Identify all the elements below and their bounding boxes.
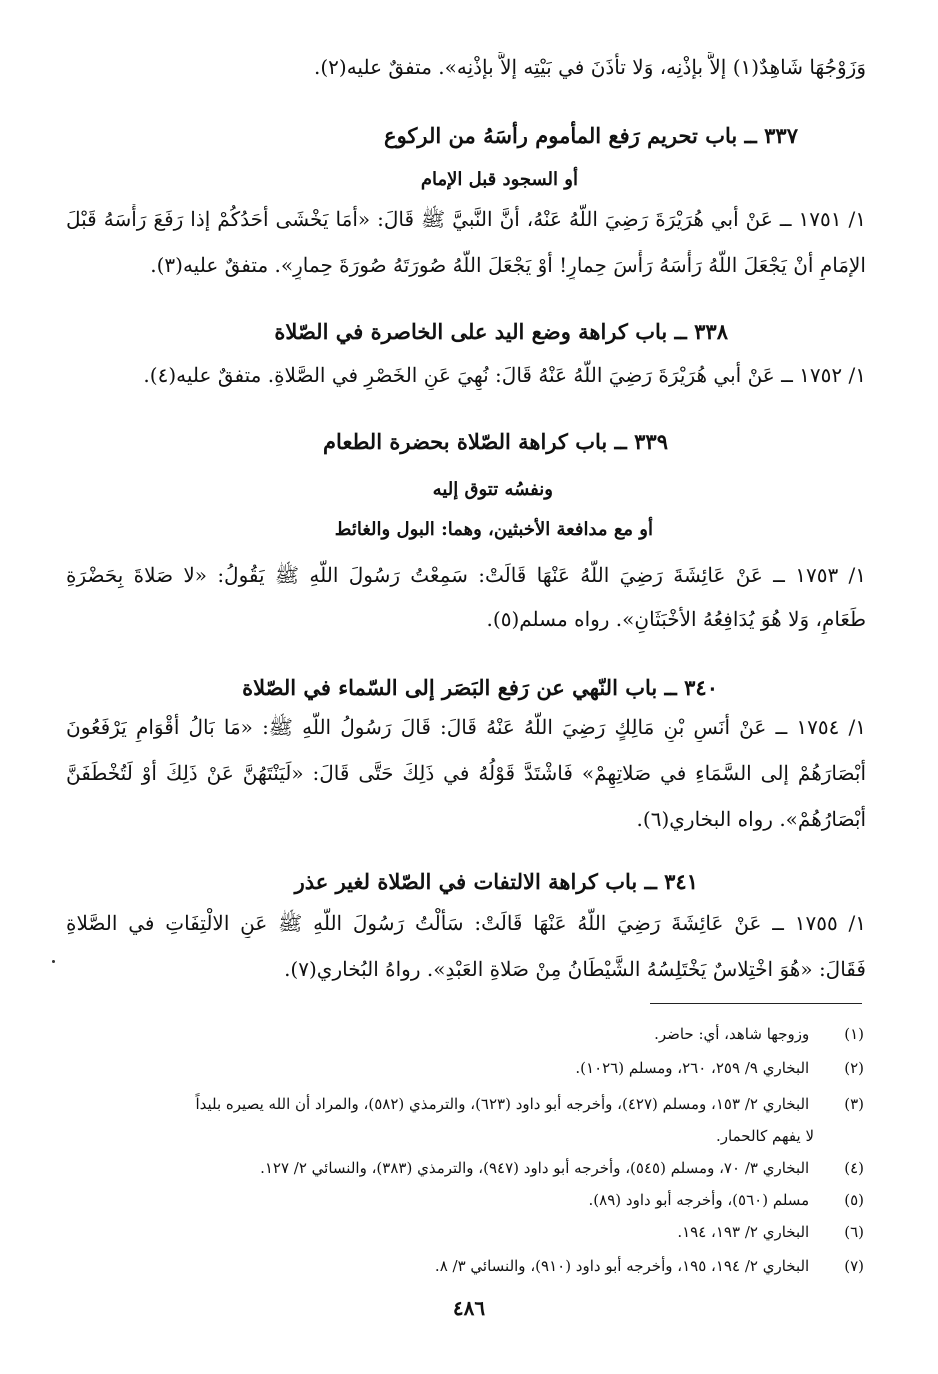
footnote-5	[64, 1188, 864, 1212]
footnote-text: البخاري ٣/ ٧٠، ومسلم (٥٤٥)، وأخرجه أبو داود (٩٤٧)، والترمذي (٣٨٣)، والنسائي ٢/ ١٢٧.	[260, 1159, 810, 1177]
footnote-text: وزوجها شاهد، أي: حاضر.	[654, 1025, 810, 1043]
chapter-heading-339: ٣٣٩ ــ باب كراهة الصّلاة بحضرة الطعام	[323, 429, 668, 454]
footnote-text: البخاري ٢/ ١٥٣، ومسلم (٤٢٧)، وأخرجه أبو داود (٦٢٣)، والترمذي (٥٨٢)، والمراد أن الله يصيره بليداً	[195, 1095, 810, 1113]
chapter-subheading-339-a: ونفسُه تتوق إليه	[432, 479, 553, 500]
hadith-1751-line-2: الإمَامِ أنْ يَجْعَلَ اللَّهُ رَأْسَهُ رَأْسَ حِمارٍ! أوْ يَجْعَلَ اللَّهُ صُورَتَهُ صُورَةَ حِمارٍ». متفقٌ عليه(٣).	[150, 253, 866, 277]
chapter-heading-341: ٣٤١ ــ باب كراهة الالتفات في الصّلاة لغير عذر	[294, 869, 698, 894]
chapter-heading-338: ٣٣٨ ــ باب كراهة وضع اليد على الخاصرة في الصّلاة	[274, 319, 728, 344]
print-speck	[52, 960, 55, 963]
footnote-text: البخاري ٩/ ٢٥٩، ٢٦٠، ومسلم (١٠٢٦).	[575, 1059, 810, 1077]
footnote-number: (٤)	[844, 1159, 864, 1177]
footnote-2	[64, 1056, 864, 1080]
hadith-1751-line-1: ١/ ١٧٥١ ــ عَنْ أبي هُرَيْرَةَ رَضِيَ اللَّهُ عَنْهُ، أنَّ النَّبيَّ ﷺ قَالَ: «أمَا يَخْشَى أحَدُكُمْ إذا رَفَعَ رَأْسَهُ قَبْلَ	[66, 207, 866, 231]
chapter-subheading-339-b: أو مع مدافعة الأخبثين، وهما: البول والغائط	[334, 519, 653, 540]
hadith-1754-line-2: أبْصَارَهُمْ إلى السَّمَاءِ في صَلاتِهِمْ» فَاشْتَدَّ قَوْلُهُ في ذَلِكَ حَتَّى قَالَ: «لَيَنْتَهُنَّ عَنْ ذَلِكَ أوْ لَتُخْطَفَنَّ	[66, 761, 866, 785]
hadith-1752-line-1: ١/ ١٧٥٢ ــ عَنْ أبي هُرَيْرَةَ رَضِيَ اللَّهُ عَنْهُ قَالَ: نُهِيَ عَنِ الخَصْرِ في الصَّلاةِ. متفقٌ عليه(٤).	[143, 363, 866, 387]
footnote-4	[64, 1156, 864, 1180]
footnote-7	[64, 1254, 864, 1278]
footnote-number: (٧)	[844, 1257, 864, 1275]
footnote-number: (٦)	[844, 1223, 864, 1241]
footnote-text: مسلم (٥٦٠)، وأخرجه أبو داود (٨٩).	[588, 1191, 810, 1209]
footnote-number: (٥)	[844, 1191, 864, 1209]
footnote-3	[64, 1092, 864, 1116]
text-line: وَزَوْجُهَا شَاهِدٌ(١) إلاَّ بإذْنِه، وَلا تأذَنَ في بَيْتِه إلاَّ بإذْنِه». متفقٌ عليه(٢).	[313, 55, 866, 79]
hadith-1755-line-2: فَقَالَ: «هُوَ اخْتِلاسٌ يَخْتَلِسُهُ الشَّيْطَانُ مِنْ صَلاةِ العَبْدِ». رواهُ البُخاري(٧).	[284, 957, 866, 981]
footnote-text: البخاري ٢/ ١٩٣، ١٩٤.	[677, 1223, 810, 1241]
footnote-number: (١)	[844, 1025, 864, 1043]
footnote-3-continuation: لا يفهم كالحمار.	[716, 1127, 814, 1145]
footnote-6	[64, 1220, 864, 1244]
chapter-heading-340: ٣٤٠ ــ باب النّهي عن رَفع البَصَر إلى السّماء في الصّلاة	[242, 675, 718, 700]
hadith-1753-line-1: ١/ ١٧٥٣ ــ عَنْ عَائِشَةَ رَضِيَ اللَّهُ عَنْهَا قَالَتْ: سَمِعْتُ رَسُولَ اللَّهِ ﷺ يَقُولُ: «لا صَلاةَ بِحَضْرَةِ	[66, 563, 866, 587]
hadith-1754-line-1: ١/ ١٧٥٤ ــ عَنْ أنَسِ بْنِ مَالِكٍ رَضِيَ اللَّهُ عَنْهُ قَالَ: قَالَ رَسُولُ اللَّهِ ﷺ: «مَا بَالُ أقْوَامٍ يَرْفَعُونَ	[66, 715, 866, 739]
footnote-number: (٣)	[844, 1095, 864, 1113]
hadith-1755-line-1: ١/ ١٧٥٥ ــ عَنْ عَائِشَةَ رَضِيَ اللَّهُ عَنْهَا قَالَتْ: سَألْتُ رَسُولَ اللَّهِ ﷺ عَنِ الالْتِفَاتِ في الصَّلاةِ	[66, 911, 866, 935]
page-number: ٤٨٦	[452, 1296, 486, 1320]
footnote-1	[64, 1022, 864, 1046]
footnote-separator	[650, 1003, 862, 1004]
hadith-1754-line-3: أبْصَارُهُمْ». رواه البخاري(٦).	[636, 807, 866, 831]
footnote-text: البخاري ٢/ ١٩٤، ١٩٥، وأخرجه أبو داود (٩١٠)، والنسائي ٣/ ٨.	[434, 1257, 810, 1275]
hadith-1753-line-2: طَعَامٍ، وَلا هُوَ يُدَافِعُهُ الأخْبَثَانِ». رواه مسلم(٥).	[486, 607, 866, 631]
chapter-heading-337: ٣٣٧ ــ باب تحريم رَفع المأموم رأسَهُ من الركوع	[384, 123, 798, 148]
footnote-number: (٢)	[844, 1059, 864, 1077]
chapter-subheading-337: أو السجود قبل الإمام	[420, 169, 578, 190]
